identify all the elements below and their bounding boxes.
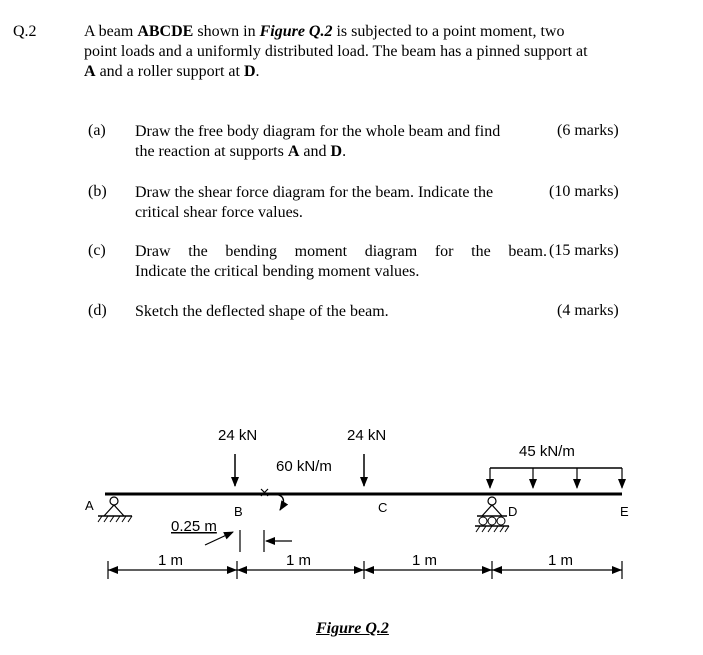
- span-label-cd: 1 m: [412, 552, 438, 569]
- span-label-bc: 1 m: [286, 552, 312, 569]
- part-b-text: Draw the shear force diagram for the beam. Indicate the critical shear force values.: [135, 184, 494, 221]
- intro-line-2: point loads and a uniformly distributed load. The beam has a pinned support at: [84, 43, 588, 60]
- span-label-ab: 1 m: [158, 552, 184, 569]
- point-label-e: E: [620, 504, 629, 519]
- load-label-c: 24 kN: [347, 427, 387, 444]
- part-d-text: Sketch the deflected shape of the beam.: [135, 303, 389, 320]
- offset-dimension: [205, 530, 292, 552]
- point-moment: [261, 489, 283, 510]
- intro-line-1: A beam ABCDE shown in Figure Q.2 is subjected to a point moment, two: [84, 23, 565, 40]
- udl-load: [490, 468, 622, 488]
- load-label-b: 24 kN: [218, 427, 258, 444]
- moment-label: 60 kN/m: [276, 458, 332, 475]
- part-c-text: Draw the bending moment diagram for the beam. Indicate the critical bending moment values.: [135, 243, 547, 280]
- part-c-marks: (15 marks): [549, 242, 619, 259]
- part-d-label: (d): [88, 302, 107, 319]
- point-label-a: A: [85, 498, 94, 513]
- part-d-marks: (4 marks): [557, 302, 619, 319]
- part-a-marks: (6 marks): [557, 122, 619, 139]
- question-number: Q.2: [13, 23, 37, 40]
- part-c-label: (c): [88, 242, 106, 259]
- udl-label: 45 kN/m: [519, 443, 575, 460]
- point-label-d: D: [508, 504, 518, 519]
- point-label-b: B: [234, 504, 243, 519]
- figure-caption: Figure Q.2: [316, 620, 389, 637]
- part-a-label: (a): [88, 122, 106, 139]
- part-b-marks: (10 marks): [549, 183, 619, 200]
- intro-line-3: A and a roller support at D.: [84, 63, 260, 80]
- pin-support-a: [98, 497, 132, 522]
- span-label-de: 1 m: [548, 552, 574, 569]
- roller-support-d: [475, 497, 509, 532]
- offset-label: 0.25 m: [171, 518, 217, 535]
- point-label-c: C: [378, 500, 388, 515]
- part-a-text: Draw the free body diagram for the whole beam and find the reaction at supports A and D.: [135, 123, 501, 160]
- span-dimension-line: [108, 561, 622, 579]
- part-b-label: (b): [88, 183, 107, 200]
